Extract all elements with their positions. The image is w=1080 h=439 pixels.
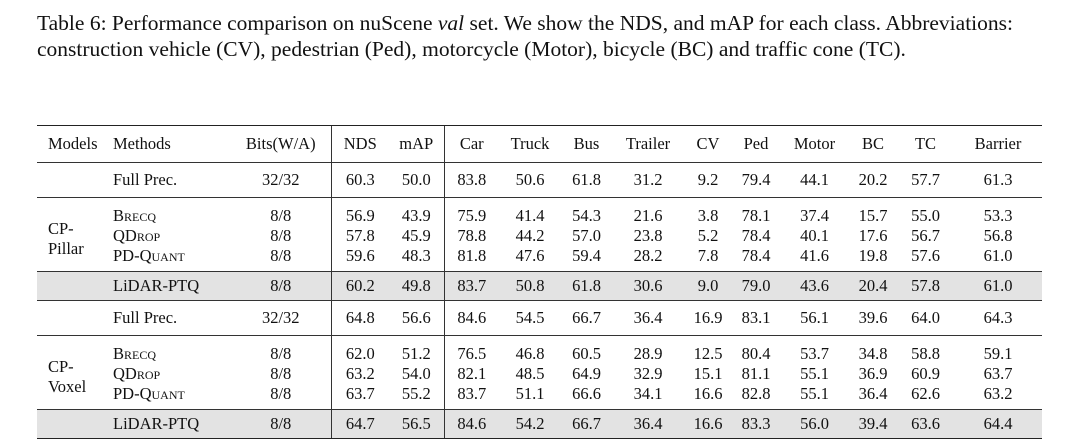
value-cell: 62.6 (911, 384, 940, 403)
value-cell: 78.1 (732, 198, 780, 227)
value-cell: 63.6 (897, 410, 954, 439)
value-cell: 56.8 (983, 226, 1013, 245)
header-car: Car (444, 126, 499, 163)
value-cell: 61.3 (954, 163, 1042, 198)
value-cell: 16.9 (684, 301, 732, 336)
value-cell: 56.6 (389, 301, 444, 336)
value-cell: 81.1 (741, 364, 771, 383)
bits-cell: 8/8 (270, 364, 292, 383)
value-cell: 17.6 (858, 226, 888, 245)
method-cell: PD-Quant (113, 246, 185, 265)
value-cell: 19.8 (858, 246, 888, 265)
header-cv: CV (684, 126, 732, 163)
value-cell: 64.7 (331, 410, 389, 439)
value-cell: 20.4 (849, 272, 897, 301)
value-cell: 44.2 (515, 226, 545, 245)
method-cell: Full Prec. (113, 163, 231, 198)
value-cell: 40.1 (800, 226, 829, 245)
value-cell: 61.8 (561, 163, 612, 198)
value-cell: 44.1 (780, 163, 849, 198)
method-cell: Brecq (113, 198, 231, 227)
table-row (37, 246, 1042, 272)
value-cell: 51.1 (515, 384, 545, 403)
header-trailer: Trailer (612, 126, 684, 163)
value-cell: 3.8 (684, 198, 732, 227)
value-cell: 55.2 (401, 384, 431, 403)
value-cell: 34.1 (633, 384, 663, 403)
header-map: mAP (389, 126, 444, 163)
value-cell: 64.4 (954, 410, 1042, 439)
caption-variable: val (437, 11, 465, 35)
table-row-full-precision (37, 163, 1042, 198)
bits-cell: 8/8 (231, 410, 331, 439)
value-cell: 28.9 (612, 336, 684, 365)
value-cell: 46.8 (499, 336, 561, 365)
table-row (37, 384, 1042, 410)
value-cell: 36.9 (858, 364, 888, 383)
caption-rest: set. We show the NDS, and mAP for each class. Abbreviations: construction vehicle (CV), pedestrian (Ped), motorcycle (Motor), bicycle (BC) and traffic cone (TC). (37, 11, 1013, 61)
method-cell: QDrop (113, 364, 161, 383)
value-cell: 84.6 (444, 301, 499, 336)
results-table (37, 125, 1042, 439)
method-cell: PD-Quant (113, 384, 185, 403)
table-row (37, 198, 1042, 227)
value-cell: 54.2 (499, 410, 561, 439)
table-caption (37, 10, 1057, 62)
header-row (37, 126, 1042, 163)
header-motor: Motor (780, 126, 849, 163)
value-cell: 30.6 (612, 272, 684, 301)
value-cell: 48.5 (515, 364, 545, 383)
header-methods: Methods (113, 126, 231, 163)
value-cell: 56.1 (780, 301, 849, 336)
empty-model-cell (37, 410, 113, 439)
empty-model-cell (37, 301, 113, 336)
model-cell (37, 336, 113, 410)
value-cell: 36.4 (612, 301, 684, 336)
value-cell: 83.8 (444, 163, 499, 198)
bits-cell: 32/32 (231, 301, 331, 336)
value-cell: 60.2 (331, 272, 389, 301)
value-cell: 55.0 (897, 198, 954, 227)
value-cell: 78.4 (741, 246, 771, 265)
value-cell: 56.7 (911, 226, 940, 245)
value-cell: 9.0 (684, 272, 732, 301)
value-cell: 50.6 (499, 163, 561, 198)
bits-cell: 8/8 (231, 272, 331, 301)
value-cell: 57.0 (572, 226, 601, 245)
value-cell: 55.1 (800, 384, 829, 403)
table-row (37, 336, 1042, 365)
results-table-container (37, 125, 1042, 439)
method-cell: Brecq (113, 336, 231, 365)
model-name-line2: Pillar (48, 238, 84, 258)
value-cell: 83.3 (732, 410, 780, 439)
value-cell: 83.7 (444, 272, 499, 301)
empty-model-cell (37, 163, 113, 198)
value-cell: 61.0 (983, 246, 1013, 265)
value-cell: 41.4 (499, 198, 561, 227)
value-cell: 59.4 (572, 246, 601, 265)
model-name-line1: CP- (48, 218, 74, 238)
value-cell: 50.0 (389, 163, 444, 198)
value-cell: 36.4 (612, 410, 684, 439)
value-cell: 78.8 (444, 226, 499, 246)
value-cell: 64.8 (331, 301, 389, 336)
value-cell: 82.8 (741, 384, 771, 403)
value-cell: 63.7 (331, 384, 389, 410)
value-cell: 54.3 (561, 198, 612, 227)
value-cell: 47.6 (515, 246, 545, 265)
value-cell: 53.7 (780, 336, 849, 365)
bits-cell: 8/8 (270, 384, 292, 403)
caption-prefix: Table 6: Performance comparison on nuScene (37, 11, 438, 35)
value-cell: 41.6 (800, 246, 829, 265)
value-cell: 54.0 (401, 364, 431, 383)
value-cell: 61.8 (561, 272, 612, 301)
value-cell: 60.9 (911, 364, 940, 383)
value-cell: 36.4 (858, 384, 888, 403)
value-cell: 63.2 (331, 364, 389, 384)
value-cell: 31.2 (612, 163, 684, 198)
value-cell: 51.2 (389, 336, 444, 365)
method-cell: LiDAR-PTQ (113, 410, 231, 439)
table-row-ours (37, 410, 1042, 439)
bits-cell: 8/8 (270, 226, 292, 245)
value-cell: 66.7 (561, 410, 612, 439)
table-row-ours (37, 272, 1042, 301)
value-cell: 64.3 (954, 301, 1042, 336)
value-cell: 57.6 (911, 246, 940, 265)
value-cell: 43.9 (389, 198, 444, 227)
value-cell: 7.8 (697, 246, 719, 265)
value-cell: 5.2 (697, 226, 719, 245)
model-name-line2: Voxel (48, 376, 87, 396)
value-cell: 16.6 (684, 410, 732, 439)
value-cell: 23.8 (633, 226, 663, 245)
value-cell: 16.6 (693, 384, 723, 403)
value-cell: 57.8 (897, 272, 954, 301)
header-barrier: Barrier (954, 126, 1042, 163)
value-cell: 37.4 (780, 198, 849, 227)
value-cell: 76.5 (444, 336, 499, 365)
header-models: Models (37, 126, 113, 163)
value-cell: 59.1 (954, 336, 1042, 365)
empty-model-cell (37, 272, 113, 301)
value-cell: 75.9 (444, 198, 499, 227)
header-bits: Bits(W/A) (231, 126, 331, 163)
header-truck: Truck (499, 126, 561, 163)
value-cell: 59.6 (331, 246, 389, 272)
value-cell: 83.7 (444, 384, 499, 410)
value-cell: 53.3 (954, 198, 1042, 227)
value-cell: 62.0 (331, 336, 389, 365)
bits-cell: 8/8 (231, 198, 331, 227)
value-cell: 56.0 (780, 410, 849, 439)
method-cell: Full Prec. (113, 301, 231, 336)
value-cell: 12.5 (684, 336, 732, 365)
value-cell: 54.5 (499, 301, 561, 336)
value-cell: 60.5 (561, 336, 612, 365)
value-cell: 64.0 (897, 301, 954, 336)
value-cell: 9.2 (684, 163, 732, 198)
model-name-line1: CP- (48, 356, 74, 376)
value-cell: 64.9 (572, 364, 601, 383)
value-cell: 66.6 (572, 384, 601, 403)
value-cell: 39.4 (849, 410, 897, 439)
value-cell: 15.1 (693, 364, 723, 383)
value-cell: 50.8 (499, 272, 561, 301)
value-cell: 56.5 (389, 410, 444, 439)
value-cell: 34.8 (849, 336, 897, 365)
value-cell: 82.1 (444, 364, 499, 384)
value-cell: 49.8 (389, 272, 444, 301)
bits-cell: 32/32 (231, 163, 331, 198)
value-cell: 80.4 (732, 336, 780, 365)
value-cell: 28.2 (633, 246, 663, 265)
value-cell: 45.9 (401, 226, 431, 245)
value-cell: 83.1 (732, 301, 780, 336)
header-tc: TC (897, 126, 954, 163)
method-cell: QDrop (113, 226, 161, 245)
value-cell: 84.6 (444, 410, 499, 439)
value-cell: 81.8 (444, 246, 499, 272)
value-cell: 79.4 (732, 163, 780, 198)
table-row (37, 226, 1042, 246)
bits-cell: 8/8 (270, 246, 292, 265)
header-ped: Ped (732, 126, 780, 163)
table-row (37, 364, 1042, 384)
method-cell: LiDAR-PTQ (113, 272, 231, 301)
value-cell: 63.7 (983, 364, 1013, 383)
value-cell: 32.9 (633, 364, 663, 383)
value-cell: 63.2 (983, 384, 1013, 403)
value-cell: 21.6 (612, 198, 684, 227)
value-cell: 57.8 (331, 226, 389, 246)
model-cell (37, 198, 113, 272)
value-cell: 61.0 (954, 272, 1042, 301)
header-bc: BC (849, 126, 897, 163)
value-cell: 58.8 (897, 336, 954, 365)
value-cell: 39.6 (849, 301, 897, 336)
value-cell: 48.3 (401, 246, 431, 265)
bits-cell: 8/8 (231, 336, 331, 365)
header-nds: NDS (331, 126, 389, 163)
value-cell: 15.7 (849, 198, 897, 227)
value-cell: 55.1 (800, 364, 829, 383)
value-cell: 20.2 (849, 163, 897, 198)
value-cell: 60.3 (331, 163, 389, 198)
value-cell: 79.0 (732, 272, 780, 301)
value-cell: 57.7 (897, 163, 954, 198)
value-cell: 66.7 (561, 301, 612, 336)
value-cell: 78.4 (741, 226, 771, 245)
table-row-full-precision (37, 301, 1042, 336)
value-cell: 56.9 (331, 198, 389, 227)
header-bus: Bus (561, 126, 612, 163)
value-cell: 43.6 (780, 272, 849, 301)
